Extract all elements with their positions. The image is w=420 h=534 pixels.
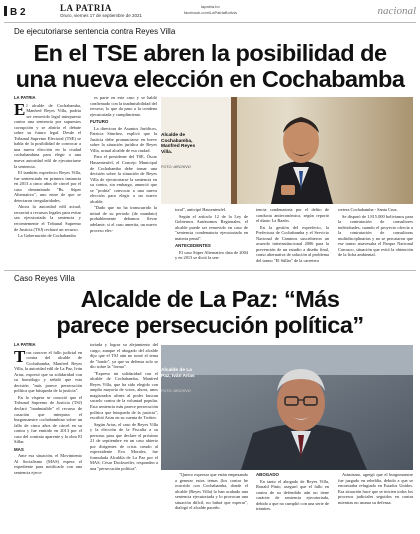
story2-column-1: LA PATRIA Tras conocer el fallo judicial en contra del alcalde de Cochabamba, Manfred Reyes Villa, la autoridad edil de La Paz, Iván Arias, expresó que su solidaridad con su homólogo y señaló que esta decisión "más parece persecución política que búsqueda de la justicia". En la víspera se conoció que el Tribunal Supremo de Justicia (TSJ) declaró "inadmisible" el recurso de casación que interpuso el burgomaestre cochabambino sobre un fallo de cinco años de cárcel en su contra y fue emitido en 2013 por el caso del contrato aparente y la obra El Sillar. MAS Ante esa situación, el Movimiento Al Socialismo (MAS) espera el expediente para notificarle con una sentencia ejecu- — [14, 342, 82, 476]
website-link[interactable]: lapatria.bo — [201, 4, 220, 9]
story1-subhead-futuro: FUTURO — [90, 119, 109, 125]
story2-photo — [161, 345, 413, 470]
section-divider — [4, 270, 416, 271]
story1-byline: LA PATRIA — [14, 95, 36, 100]
story2-column-2: toriada y lograr su alejamiento del cargo, aunque el abogado del alcalde dijo que el TSJ aún no tomó el tema de "fondo", ya que su defensa solo se dio sobre la "forma". "Expreso mi solidaridad con el alcalde de Cochabamba, Manfred Reyes Villa, que ha sido elegido con amplia mayoría de votos, ahora, unos magistrados afines al poder buscan sacarlo contra de la voluntad popular. Esta sentencia más parece persecución política que búsqueda de la justicia", escribió Arias en su cuenta de Twitter. Según Arias, el caso de Reyes Villa y la elección de la Fiscalía a su persona, para que declare el próximo 21 de septiembre en un caso abierto por dirigentes de crisis creado al expresidente Evo Morales, fue formulada Alcaldía de La Paz por el MAS, César Dockweiler, responden a una "persecución política". — [90, 342, 158, 472]
story1-column-3: toral", anticipó Hassenteufel. Según el artículo 12 de la Ley de Gobiernos Autónomos Regionales, el alcalde puede ser removido en caso de "sentencia condenatoria ejecutoriada en materia penal". ANTECEDENTES El caso Súper Alternativo data de 2004 y en 2013 se dictó la sen- — [175, 207, 248, 261]
story1-column-1: LA PATRIA El alcalde de Cochabamba, Manfred Reyes Villa, podría ser removido legal interpuesto contra una sentencia por supuestos corrupción y se abriría el debate sobre su futuro legal. Desde el Tribunal Supremo Electoral (TSE) se habla de la posibilidad de convocar a una nueva elección en la ciudad cochabambina para elegir a una nueva autoridad edil de ejecutoriarse la sentencia. El también exprefecto Reyes Villa, fue sentenciado en primera instancia en 2013 a cinco años de cárcel por el caso denominado "Bs. Súper Alternativo", uno entre de que se detectaron irregularidades. Ahora la autoridad edil actual, recurrirá a recursos legales para evitar sea ejecutoriada la sentencia y recientemente el Tribunal Supremo de Justicia (TSJ) rechazó un recurso. La Gobernación de Cochabamba — [14, 95, 81, 239]
story2-column-5: Asimismo, agregó que el burgomaestre fue juzgado en rebeldía, debido a que se encontraba refugiado en Estados Unidos. Esa situación hace que se inicien todos los procesos judiciales seguidos en contra mientras no asuma su defensa. — [338, 472, 413, 505]
story1-headline: En el TSE abren la posibilidad de una nueva elección en Cochabamba — [15, 40, 405, 92]
story2-photo-caption: Alcalde de La Paz, Iván Arias FOTO: ARCHIVO — [161, 368, 195, 394]
story1-column-2: es parte en este caso y se habló confirmado con la inadmisibilidad del recurso; lo que da paso a la condena ejecutoriada y cumplimiento. FUTURO La directora de Asuntos Jurídicos, Patricia Sánchez, explicó que la Justicia debe pronunciarse en breve sobre la situación jurídica de Reyes Villa, actual alcalde de esa ciudad. Para el presidente del TSE, Óscar Hassenteufel, el Concejo Municipal de Cochabamba debe tomar una decisión sobre la situación de Reyes Villa de ejecutoriarse la sentencia en su contra, sin embargo, anunció que se "podría" convocar a una nueva elección para elegir a un nuevo alcalde. "Dado que no ha transcurrido la mitad de su periodo (de mandato) probablemente debamos llevar adelante, si el caso amerita, un nuevo proceso elec- — [90, 95, 157, 233]
social-links — [184, 4, 237, 16]
story1-photo-caption: Alcalde de Cochabamba, Manfred Reyes Villa. FOTO: ARCHIVO — [161, 133, 196, 170]
issue-date: Oruro, viernes 17 de septiembre de 2021 — [60, 13, 143, 18]
section-label: nacional — [377, 5, 416, 17]
story1-dropcap: E — [14, 99, 26, 119]
story2-byline: LA PATRIA — [14, 342, 36, 347]
story2-dropcap: T — [14, 346, 26, 366]
story1-column-4: tencia condenatoria por el delito de conducta antieconómica, según reportó el diario La Razón. En la gestión del exprefecto, la Prefectura de Cochabamba y el Servicio Nacional de Caminos suscribieron un acuerdo interinstitucional 2006 para la prevención de un estudio a diseño final, como alternativa de solución al problema del tramo "El Súllar" de la carretera — [256, 207, 329, 263]
masthead — [60, 3, 142, 18]
story2-column-4: ABOGADO En tanto el abogado de Reyes Villa, Ronald Pinto, aseguró que el fallo en contra de su defendido aún no tiene carácter de sentencia ejecutoriada, debido a que no cumplió con una serie de trámites. — [256, 472, 329, 512]
newspaper-name: LA PATRIA — [60, 3, 112, 13]
story2-section-label: Caso Reyes Villa — [14, 274, 75, 283]
story2-column-3: "Quiero expresar que están empezando a generar estos temas (los contra he ocurrido con Cochabamba, donde el alcalde (Reyes Villa) lo han acabado una sentencia ejecutoriada y lo provocan una situación difícil, no habrá que esperar", dialogó el alcalde paceño. — [175, 472, 248, 511]
story2-headline: Alcalde de La Paz: “Más parece persecución política” — [56, 286, 364, 338]
story2-subhead-abogado: ABOGADO — [256, 472, 279, 477]
story1-kicker: De ejecutoriarse sentencia contra Reyes Villa — [14, 27, 176, 36]
story1-subhead-antecedentes: ANTECEDENTES — [175, 243, 211, 249]
page-header — [0, 0, 420, 26]
page-number: B 2 — [4, 6, 26, 18]
header-divider — [4, 22, 416, 23]
facebook-link[interactable]: facebook.com/LaPatriaBolivia — [184, 10, 237, 15]
photo-ivan-arias-icon — [161, 345, 413, 470]
story2-subhead-mas: MAS — [14, 446, 24, 452]
story1-column-5: rretera Cochabamba - Santa Cruz. Se disparó de 1.815.000 bolivianos para la contratación de consultores individuales, cuando el proyecto ofrecía a la contratación de consultoras multidisciplinarias y no se percataron que ese tramo atravesaba el Parque Nacional Carrasco, situación que evitó la obtención de la ficha ambiental. — [338, 207, 413, 258]
